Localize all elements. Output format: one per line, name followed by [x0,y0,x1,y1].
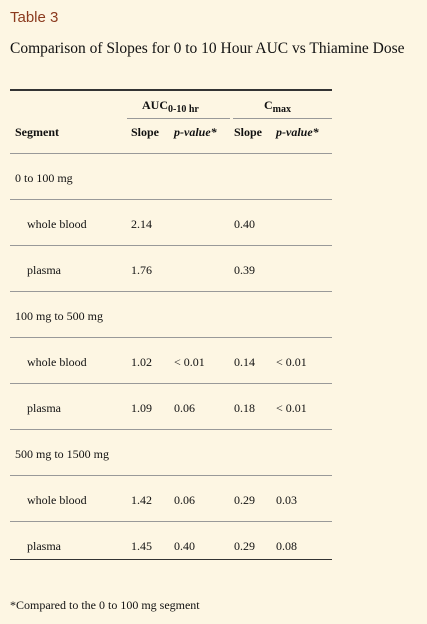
row-label: whole blood [27,217,87,231]
table-top-rule [10,89,332,91]
table-label: Table 3 [10,9,59,26]
auc-pvalue-cell: 0.06 [174,493,195,507]
auc-group-header [142,98,199,115]
cmax-group-header [264,98,291,115]
row-rule [10,291,332,292]
auc-group-rule [127,118,230,119]
row-rule [10,475,332,476]
auc-pvalue-cell: 0.40 [174,539,195,553]
auc-slope-cell: 2.14 [131,217,152,231]
cmax-pvalue-header: p-value* [276,125,319,139]
auc-pvalue-cell: 0.06 [174,401,195,415]
auc-header-main: AUC [142,98,168,112]
cmax-pvalue-cell: 0.03 [276,493,297,507]
cmax-header-sub: max [272,104,292,115]
cmax-group-rule [233,118,332,119]
row-rule [10,429,332,430]
cmax-slope-cell: 0.14 [234,355,255,369]
row-label: plasma [27,263,61,277]
cmax-pvalue-cell: < 0.01 [276,401,307,415]
cmax-slope-cell: 0.40 [234,217,255,231]
auc-slope-cell: 1.02 [131,355,152,369]
auc-slope-cell: 1.42 [131,493,152,507]
auc-slope-cell: 1.45 [131,539,152,553]
row-label: whole blood [27,355,87,369]
header-rule [10,153,332,154]
cmax-slope-cell: 0.39 [234,263,255,277]
cmax-slope-cell: 0.29 [234,539,255,553]
row-label: plasma [27,539,61,553]
auc-pvalue-header: p-value* [174,125,217,139]
row-rule [10,199,332,200]
row-rule [10,337,332,338]
cmax-pvalue-cell: 0.08 [276,539,297,553]
auc-slope-cell: 1.76 [131,263,152,277]
segment-group-label: 0 to 100 mg [15,171,73,185]
row-rule [10,521,332,522]
row-rule [10,383,332,384]
auc-pvalue-cell: < 0.01 [174,355,205,369]
row-label: whole blood [27,493,87,507]
table-caption: Comparison of Slopes for 0 to 10 Hour AUC vs Thiamine Dose [10,40,405,57]
auc-slope-cell: 1.09 [131,401,152,415]
cmax-slope-header: Slope [234,125,263,139]
table-footnote: *Compared to the 0 to 100 mg segment [10,598,200,612]
segment-header: Segment [15,125,59,139]
cmax-slope-cell: 0.29 [234,493,255,507]
data-table [10,89,332,561]
cmax-slope-cell: 0.18 [234,401,255,415]
auc-header-sub: 0-10 hr [168,104,199,115]
segment-group-label: 100 mg to 500 mg [15,309,104,323]
segment-group-label: 500 mg to 1500 mg [15,447,110,461]
row-rule [10,245,332,246]
cmax-header-main: C [264,98,273,112]
cmax-pvalue-cell: < 0.01 [276,355,307,369]
row-label: plasma [27,401,61,415]
table-bottom-rule [10,559,332,560]
auc-slope-header: Slope [131,125,160,139]
